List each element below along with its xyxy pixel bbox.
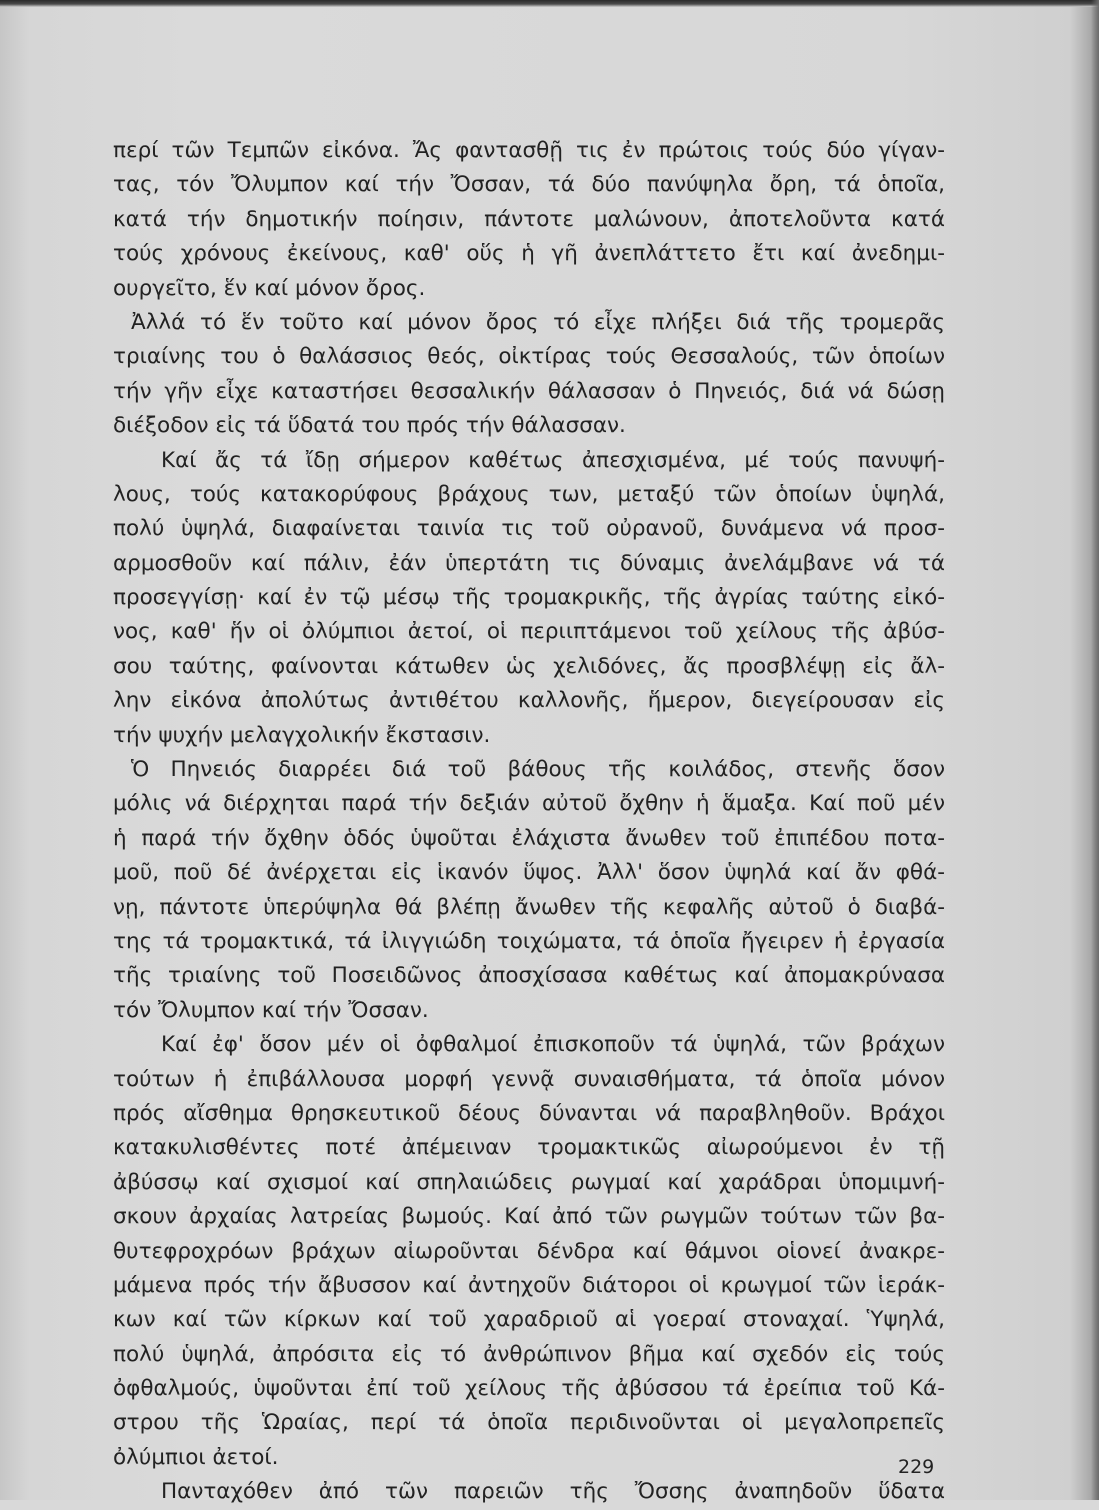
text-line: της τά τρομακτικά, τά ἰλιγγιώδη τοιχώματα, τά ὁποῖα ἤγειρεν ἡ ἐργασία: [113, 928, 945, 954]
page-right-edge: [1091, 0, 1099, 1500]
text-line: Πανταχόθεν ἀπό τῶν παρειῶν τῆς Ὄσσης ἀναπηδοῦν ὕδατα: [161, 1479, 945, 1505]
text-line: σκουν ἀρχαίας λατρείας βωμούς. Καί ἀπό τῶν ρωγμῶν τούτων τῶν βα-: [113, 1204, 945, 1230]
text-line: αρμοσθοῦν καί πάλιν, ἐάν ὑπερτάτη τις δύναμις ἀνελάμβανε νά τά: [113, 550, 945, 576]
text-line: μάμενα πρός τήν ἄβυσσον καί ἀντηχοῦν διάτοροι οἱ κρωγμοί τῶν ἱεράκ-: [113, 1272, 945, 1298]
text-line: προσεγγίσῃ· καί ἐν τῷ μέσῳ τῆς τρομακρικῆς, τῆς ἀγρίας ταύτης εἰκό-: [113, 585, 945, 611]
page-number: 229: [898, 1456, 935, 1478]
body-text: [113, 134, 945, 1510]
text-line: Καί ἐφ' ὅσον μέν οἱ ὀφθαλμοί ἐπισκοποῦν τά ὑψηλά, τῶν βράχων: [161, 1032, 945, 1058]
page-top-edge: [0, 0, 1099, 7]
text-line: ἡ παρά τήν ὄχθην ὁδός ὑψοῦται ἐλάχιστα ἄνωθεν τοῦ ἐπιπέδου ποτα-: [113, 825, 945, 851]
text-line: ὀφθαλμούς, ὑψοῦνται ἐπί τοῦ χείλους τῆς ἀβύσσου τά ἐρείπια τοῦ Κά-: [113, 1376, 945, 1402]
text-line: στρου τῆς Ὡραίας, περί τά ὁποῖα περιδινοῦνται οἱ μεγαλοπρεπεῖς: [113, 1410, 945, 1436]
text-line: τήν ψυχήν μελαγχολικήν ἔκστασιν.: [113, 722, 491, 748]
text-line: τριαίνης του ὁ θαλάσσιος θεός, οἰκτίρας τούς Θεσσαλούς, τῶν ὁποίων: [113, 344, 945, 370]
text-line: πολύ ὑψηλά, διαφαίνεται ταινία τις τοῦ οὐρανοῦ, δυνάμενα νά προσ-: [113, 516, 945, 542]
text-line: μόλις νά διέρχηται παρά τήν δεξιάν αὐτοῦ ὄχθην ἡ ἅμαξα. Καί ποῦ μέν: [113, 791, 945, 817]
text-line: περί τῶν Τεμπῶν εἰκόνα. Ἄς φαντασθῇ τις ἐν πρώτοις τούς δύο γίγαν-: [113, 138, 945, 163]
text-line: τῆς τριαίνης τοῦ Ποσειδῶνος ἀποσχίσασα καθέτως καί ἀπομακρύνασα: [113, 963, 945, 989]
text-line: κατά τήν δημοτικήν ποίησιν, πάντοτε μαλώνουν, ἀποτελοῦντα κατά: [113, 206, 945, 232]
text-line: τούτων ἡ ἐπιβάλλουσα μορφή γεννᾷ συναισθήματα, τά ὁποῖα μόνον: [113, 1066, 945, 1092]
text-line: Καί ἄς τά ἴδῃ σήμερον καθέτως ἀπεσχισμένα, μέ τούς πανυψή-: [161, 447, 945, 473]
text-line: λους, τούς κατακορύφους βράχους των, μεταξύ τῶν ὁποίων ὑψηλά,: [113, 481, 945, 507]
text-line: κων καί τῶν κίρκων καί τοῦ χαραδριοῦ αἱ γοεραί στοναχαί. Ὑψηλά,: [113, 1307, 945, 1333]
text-line: τούς χρόνους ἐκείνους, καθ' οὕς ἡ γῆ ἀνεπλάττετο ἔτι καί ἀνεδημι-: [113, 241, 945, 267]
text-line: ἀβύσσῳ καί σχισμοί καί σπηλαιώδεις ρωγμαί καί χαράδραι ὑπομιμνή-: [113, 1169, 945, 1195]
text-line: νος, καθ' ἥν οἱ ὀλύμπιοι ἀετοί, οἱ περιιπτάμενοι τοῦ χείλους τῆς ἀβύσ-: [113, 619, 945, 645]
text-line: τας, τόν Ὄλυμπον καί τήν Ὄσσαν, τά δύο πανύψηλα ὄρη, τά ὁποῖα,: [113, 172, 945, 198]
text-line: λην εἰκόνα ἀπολύτως ἀντιθέτου καλλονῆς, ἥμερον, διεγείρουσαν εἰς: [113, 688, 945, 714]
text-line: τόν Ὄλυμπον καί τήν Ὄσσαν.: [113, 997, 429, 1023]
text-line: ουργεῖτο, ἕν καί μόνον ὄρος.: [113, 275, 426, 301]
text-line: κατακυλισθέντες ποτέ ἀπέμειναν τρομακτικῶς αἰωρούμενοι ἐν τῇ: [113, 1135, 945, 1161]
text-line: τήν γῆν εἶχε καταστήσει θεσσαλικήν θάλασσαν ὁ Πηνειός, διά νά δώσῃ: [113, 378, 945, 404]
text-line: διέξοδον εἰς τά ὕδατά του πρός τήν θάλασσαν.: [113, 413, 626, 439]
text-line: σου ταύτης, φαίνονται κάτωθεν ὡς χελιδόνες, ἄς προσβλέψῃ εἰς ἄλ-: [113, 653, 945, 679]
text-line: νῃ, πάντοτε ὑπερύψηλα θά βλέπῃ ἄνωθεν τῆς κεφαλῆς αὐτοῦ ὁ διαβά-: [113, 894, 945, 920]
text-line: Ὁ Πηνειός διαρρέει διά τοῦ βάθους τῆς κοιλάδος, στενῆς ὅσον: [131, 757, 945, 783]
text-line: μοῦ, ποῦ δέ ἀνέρχεται εἰς ἱκανόν ὕψος. Ἀλλ' ὅσον ὑψηλά καί ἄν φθά-: [113, 860, 945, 886]
text-line: πρός αἴσθημα θρησκευτικοῦ δέους δύνανται νά παραβληθοῦν. Βράχοι: [113, 1100, 945, 1126]
text-line: πολύ ὑψηλά, ἀπρόσιτα εἰς τό ἀνθρώπινον βῆμα καί σχεδόν εἰς τούς: [113, 1341, 945, 1367]
text-line: Ἀλλά τό ἕν τοῦτο καί μόνον ὄρος τό εἶχε πλήξει διά τῆς τρομερᾶς: [131, 309, 945, 335]
text-line: θυτεφροχρόων βράχων αἰωροῦνται δένδρα καί θάμνοι οἱονεί ἀνακρε-: [113, 1238, 945, 1264]
text-line: ὀλύμπιοι ἀετοί.: [113, 1444, 279, 1470]
